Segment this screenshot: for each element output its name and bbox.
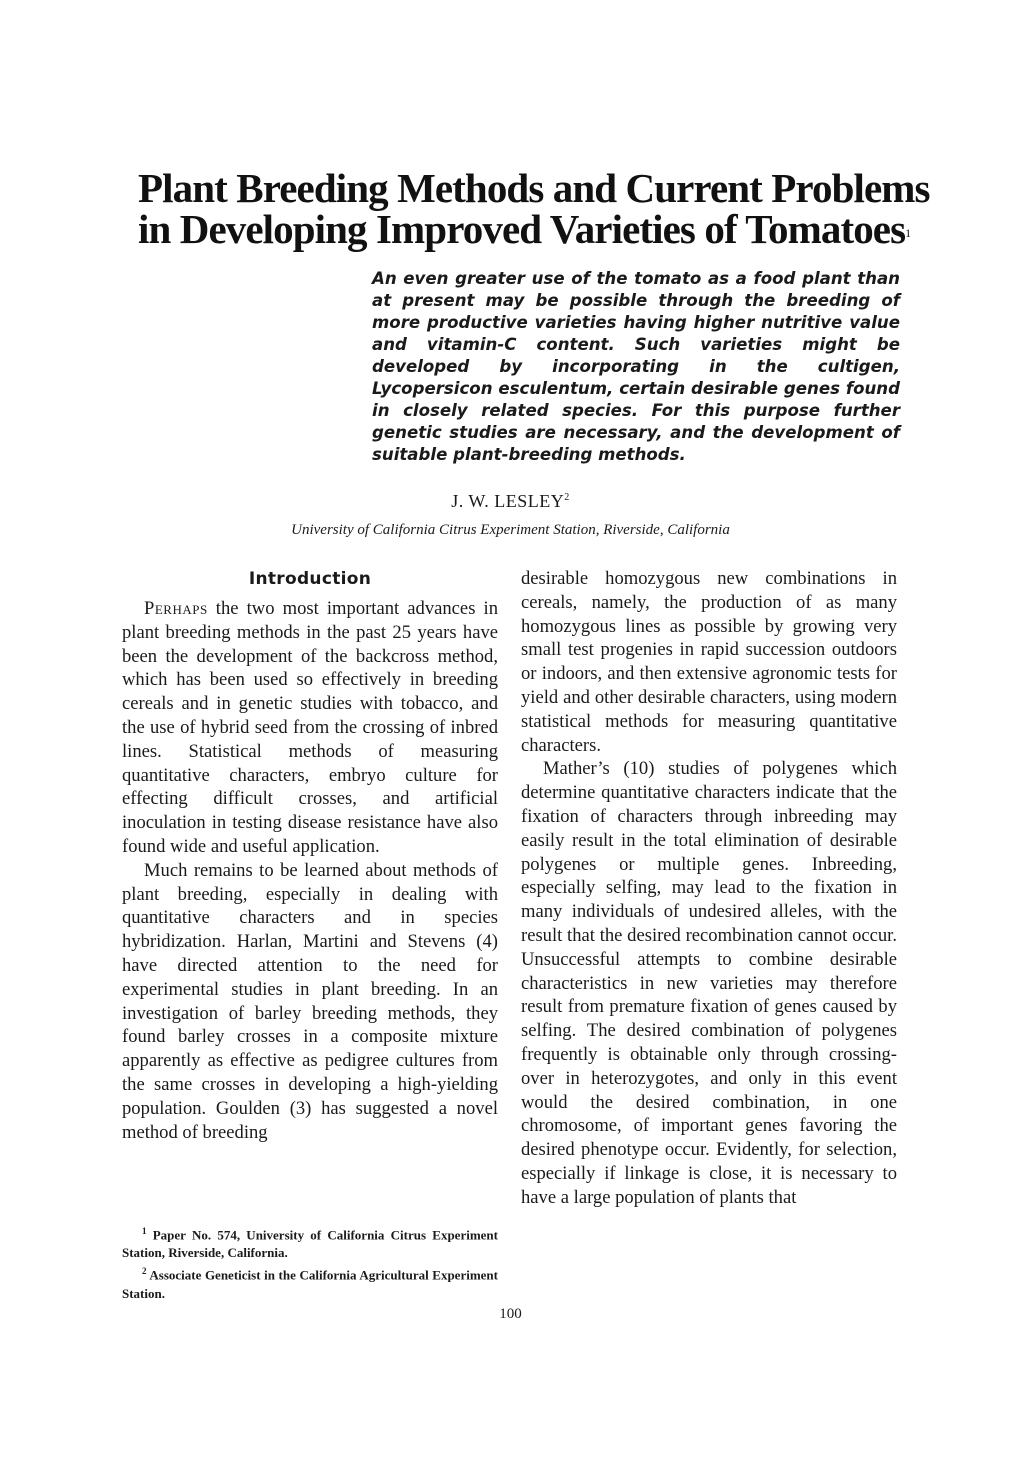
section-heading: Introduction xyxy=(248,569,372,589)
paragraph-1-lead: Perhaps xyxy=(144,598,208,619)
paragraph-1 xyxy=(122,597,498,859)
paragraph-2-continued: desirable homozygous new combinations in cereals, namely, the production of as many homozygous lines as possible by growing very small test progenies in rapid succession outdoors or indoors, and then extensive agronomic tests for yield and other desirable characters, using modern statistical methods for measuring quantitative characters. xyxy=(521,568,897,756)
footnote-2-marker: 2 xyxy=(142,1266,147,1277)
author-footnote-marker: 2 xyxy=(564,492,570,503)
footnotes xyxy=(122,1222,498,1303)
paragraph-2: Much remains to be learned about methods of plant breeding, especially in dealing with quantitative characters and in species hybridization. Harlan, Martini and Stevens (4) have directed attention to the need for experimental studies in plant breeding. In an investigation of barley breeding methods, they found barley crosses in a composite mixture apparently as effective as pedigree cultures from the same crosses in developing a high-yielding population. Goulden (3) has suggested a novel method of breeding xyxy=(122,859,498,1143)
paragraph-3: Mather’s (10) studies of polygenes which determine quantitative characters indicate that the fixation of characters through inbreeding may easily result in the total elimination of desirable polygenes or multiple genes. Inbreeding, especially selfing, may lead to the fixation in many individuals of undesired alleles, with the result that the desired recombination cannot occur. Unsuccessful attempts to combine desirable characteristics in new varieties may therefore result from premature fixation of genes caused by selfing. The desired combination of polygenes frequently is obtainable only through crossing-over in heterozygotes, and only in this event would the desired combination, in one chromosome, of important genes favoring the desired phenotype occur. Evidently, for selection, especially if linkage is close, it is necessary to have a large population of plants that xyxy=(521,758,897,1208)
author-name-text: J. W. LESLEY xyxy=(451,491,565,511)
footnote-1-marker: 1 xyxy=(142,1226,147,1236)
title-line-2 xyxy=(138,206,938,252)
footnote-2 xyxy=(122,1262,498,1302)
right-column xyxy=(521,567,897,1210)
author-name xyxy=(0,491,1021,512)
article-title xyxy=(138,165,938,252)
title-footnote-marker: 1 xyxy=(905,226,911,240)
author-affiliation: University of California Citrus Experiment Station, Riverside, California xyxy=(291,522,730,538)
footnote-1-text: Paper No. 574, University of California Citrus Experiment Station, Riverside, California. xyxy=(122,1227,498,1261)
title-line-2-text: in Developing Improved Varieties of Tomatoes xyxy=(138,206,906,252)
left-column xyxy=(122,570,498,1144)
paragraph-1-text: the two most important advances in plant breeding methods in the past 25 years have been the development of the backcross method, which has been used so effectively in breeding cereals and in genetic studies with tobacco, and the use of hybrid seed from the crossing of inbred lines. Statistical methods of measuring quantitative characters, embryo culture for effecting difficult crosses, and artificial inoculation in testing disease resistance have also found wide and useful application. xyxy=(122,598,498,857)
abstract: An even greater use of the tomato as a food plant than at present may be possible through the breeding of more productive varieties having higher nutritive value and vitamin-C content. Such varieties might be developed by incorporating in the cultigen, Lycopersicon esculentum, certain desirable genes found in closely related species. For this purpose further genetic studies are necessary, and the development of suitable plant-breeding methods. xyxy=(372,269,900,464)
footnote-2-text: Associate Geneticist in the California Agricultural Experiment Station. xyxy=(122,1267,498,1301)
footnote-1 xyxy=(122,1222,498,1262)
page-number: 100 xyxy=(499,1306,522,1322)
title-line-1: Plant Breeding Methods and Current Problems xyxy=(138,165,930,211)
